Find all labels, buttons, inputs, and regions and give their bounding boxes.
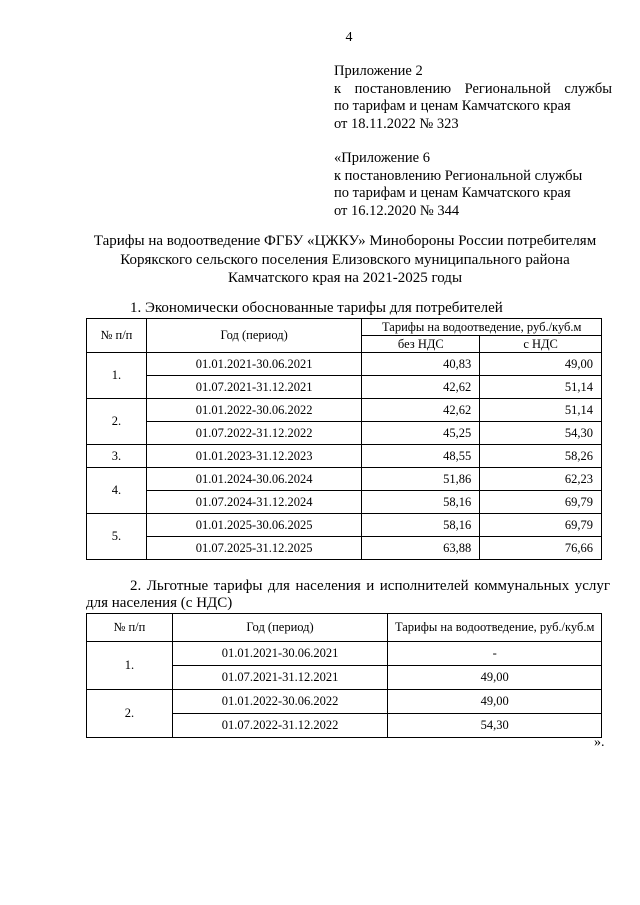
appendix-6-line1: «Приложение 6 <box>334 150 430 166</box>
header-period: Год (период) <box>172 614 388 642</box>
period-cell: 01.07.2025-31.12.2025 <box>146 537 362 560</box>
header-num: № п/п <box>87 614 173 642</box>
tariff-no-vat-cell: 63,88 <box>362 537 480 560</box>
period-cell: 01.07.2021-31.12.2021 <box>146 376 362 399</box>
period-cell: 01.01.2024-30.06.2024 <box>146 468 362 491</box>
period-cell: 01.01.2023-31.12.2023 <box>146 445 362 468</box>
header-tariff: Тарифы на водоотведение, руб./куб.м <box>388 614 602 642</box>
tariff-cell: 49,00 <box>388 666 602 690</box>
tariff-cell: 49,00 <box>388 690 602 714</box>
document-title <box>80 232 610 288</box>
tariff-no-vat-cell: 40,83 <box>362 353 480 376</box>
row-number: 1. <box>87 642 173 690</box>
tariff-vat-cell: 76,66 <box>480 537 602 560</box>
period-cell: 01.01.2025-30.06.2025 <box>146 514 362 537</box>
tariff-no-vat-cell: 58,16 <box>362 514 480 537</box>
appendix-6-header <box>334 150 612 220</box>
row-number: 2. <box>87 399 147 445</box>
appendix-6-line3: по тарифам и ценам Камчатского края <box>334 185 571 201</box>
tariff-no-vat-cell: 51,86 <box>362 468 480 491</box>
table-row <box>87 353 602 376</box>
tariff-vat-cell: 69,79 <box>480 514 602 537</box>
tariff-no-vat-cell: 48,55 <box>362 445 480 468</box>
tariff-vat-cell: 54,30 <box>480 422 602 445</box>
tariff-no-vat-cell: 58,16 <box>362 491 480 514</box>
appendix-2-header <box>334 63 612 133</box>
period-cell: 01.07.2022-31.12.2022 <box>146 422 362 445</box>
page-number: 4 <box>345 30 353 45</box>
tariff-no-vat-cell: 42,62 <box>362 376 480 399</box>
header-period: Год (период) <box>146 319 362 353</box>
period-cell: 01.07.2022-31.12.2022 <box>172 714 388 738</box>
appendix-6-line4: от 16.12.2020 № 344 <box>334 202 460 219</box>
period-cell: 01.07.2021-31.12.2021 <box>172 666 388 690</box>
appendix-6-line2: к постановлению Региональной службы <box>334 167 583 184</box>
tariff-vat-cell: 49,00 <box>480 353 602 376</box>
table-row <box>87 445 602 468</box>
table-row <box>87 468 602 491</box>
table-row <box>87 376 602 399</box>
tariff-vat-cell: 51,14 <box>480 399 602 422</box>
appendix-2-line4: от 18.11.2022 № 323 <box>334 115 459 132</box>
section2-heading-line2: для населения (с НДС) <box>86 595 233 611</box>
row-number: 2. <box>87 690 173 738</box>
appendix-2-line2: к постановлению Региональной службы <box>334 80 612 97</box>
table-row <box>87 690 602 714</box>
period-cell: 01.01.2022-30.06.2022 <box>172 690 388 714</box>
table-row <box>87 422 602 445</box>
privileged-tariffs-table <box>86 613 602 738</box>
appendix-2-line3: по тарифам и ценам Камчатского края <box>334 98 571 114</box>
period-cell: 01.01.2021-30.06.2021 <box>172 642 388 666</box>
section1-heading: 1. Экономически обоснованные тарифы для потребителей <box>130 300 503 316</box>
header-no-vat: без НДС <box>362 336 480 353</box>
row-number: 5. <box>87 514 147 560</box>
tariff-cell: 54,30 <box>388 714 602 738</box>
header-num: № п/п <box>87 319 147 353</box>
tariff-cell: - <box>388 642 602 666</box>
section2-heading-line1: 2. Льготные тарифы для населения и исполнителей коммунальных услуг <box>130 578 610 594</box>
table-row <box>87 399 602 422</box>
table-row <box>87 491 602 514</box>
table-row <box>87 514 602 537</box>
period-cell: 01.01.2021-30.06.2021 <box>146 353 362 376</box>
row-number: 4. <box>87 468 147 514</box>
closing-quote: ». <box>594 735 605 750</box>
tariff-no-vat-cell: 42,62 <box>362 399 480 422</box>
row-number: 1. <box>87 353 147 399</box>
period-cell: 01.07.2024-31.12.2024 <box>146 491 362 514</box>
header-vat: с НДС <box>480 336 602 353</box>
tariff-vat-cell: 58,26 <box>480 445 602 468</box>
tariff-vat-cell: 69,79 <box>480 491 602 514</box>
period-cell: 01.01.2022-30.06.2022 <box>146 399 362 422</box>
appendix-2-line1: Приложение 2 <box>334 63 423 79</box>
header-tariff: Тарифы на водоотведение, руб./куб.м <box>362 319 602 336</box>
table-row <box>87 642 602 666</box>
tariff-vat-cell: 62,23 <box>480 468 602 491</box>
title-line3: Камчатского края на 2021-2025 годы <box>227 270 463 286</box>
title-line1: Тарифы на водоотведение ФГБУ «ЦЖКУ» Минобороны России потребителям <box>93 233 597 249</box>
tariff-no-vat-cell: 45,25 <box>362 422 480 445</box>
table-row <box>87 537 602 560</box>
economic-tariffs-table <box>86 318 602 560</box>
title-line2: Корякского сельского поселения Елизовского муниципального района <box>120 251 570 268</box>
tariff-vat-cell: 51,14 <box>480 376 602 399</box>
row-number: 3. <box>87 445 147 468</box>
